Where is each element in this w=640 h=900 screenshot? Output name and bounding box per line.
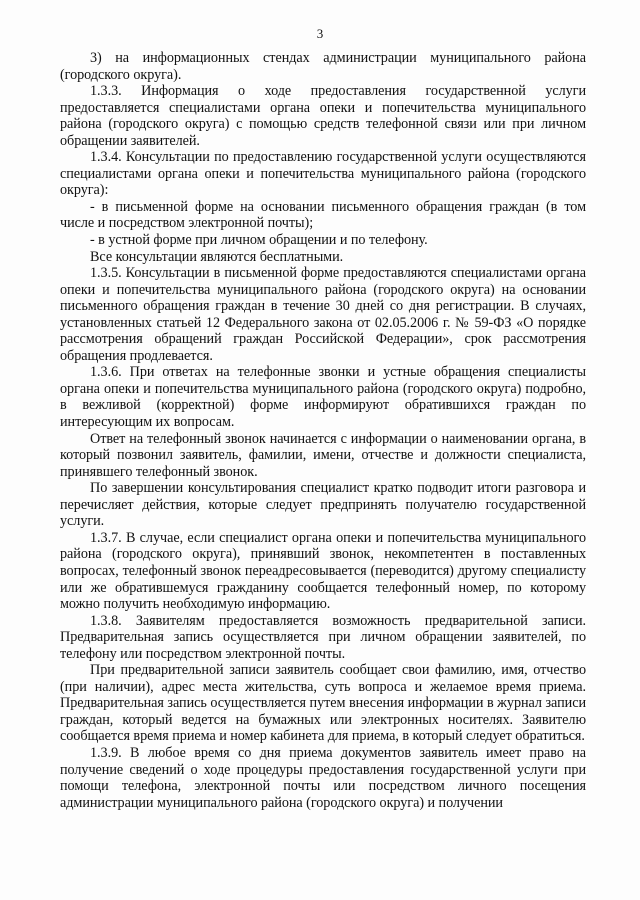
list-item-oral-form: - в устной форме при личном обращении и по телефону. — [90, 232, 428, 249]
paragraph-1-3-3: 1.3.3. Информация о ходе предоставления государственной услуги предоставляется специалистами органа опеки и попечительства муниципального района (городского округа) с помощью средств телефонной связи или при личном обращении заявителей. — [60, 83, 586, 149]
paragraph-pre-registration: При предварительной записи заявитель сообщает свои фамилию, имя, отчество (при наличии), адрес места жительства, суть вопроса и желаемое время приема. Предварительная запись осуществляется путем внесения информации в журнал записи граждан, который ведется на бумажных или электронных носителях. Заявителю сообщается время приема и номер кабинета для приема, в который следует обратиться. — [60, 662, 586, 745]
paragraph-1-3-6: 1.3.6. При ответах на телефонные звонки и устные обращения специалисты органа опеки и попечительства муниципального района (городского округа) подробно, в вежливой (корректной) форме информируют обратившихся граждан по интересующим их вопросам. — [60, 364, 586, 431]
paragraph-1-3-5: 1.3.5. Консультации в письменной форме предоставляются специалистами органа опеки и попечительства муниципального района (городского округа) на основании письменного обращения граждан в течение 30 дней со дня регистрации. В случаях, установленных статьей 12 Федерального закона от 02.05.2006 г. № 59-ФЗ «О порядке рассмотрения обращений граждан Российской Федерации», срок рассмотрения обращения продлевается. — [60, 265, 586, 364]
paragraph-1-3-7: 1.3.7. В случае, если специалист органа опеки и попечительства муниципального района (городского округа), принявший звонок, некомпетентен в поставленных вопросах, телефонный звонок переадресовывается (переводится) другому специалисту или же обратившемуся гражданину сообщается телефонный номер, по которому можно получить необходимую информацию. — [60, 529, 586, 613]
paragraph-consultation-end: По завершении консультирования специалист кратко подводит итоги разговора и перечисляет действия, которые следует предпринять получателю государственной услуги. — [60, 480, 586, 530]
paragraph-stands: 3) на информационных стендах администрации муниципального района (городского округа). — [60, 50, 586, 83]
paragraph-phone-answer: Ответ на телефонный звонок начинается с информации о наименовании органа, в который позвонил заявитель, фамилии, имени, отчестве и должности специалиста, принявшего телефонный звонок. — [60, 430, 586, 480]
document-body — [60, 50, 586, 811]
paragraph-1-3-9: 1.3.9. В любое время со дня приема документов заявитель имеет право на получение сведений о ходе процедуры предоставления государственной услуги при помощи телефона, электронной почты или посредством личного посещения администрации муниципального района (городского округа) и получении — [60, 744, 586, 811]
list-item-written-form: - в письменной форме на основании письменного обращения граждан (в том числе и посредством электронной почты); — [60, 198, 586, 232]
paragraph-1-3-4: 1.3.4. Консультации по предоставлению государственной услуги осуществляются специалистами органа опеки и попечительства муниципального района (городского округа): — [60, 149, 586, 199]
paragraph-free-consultations: Все консультации являются бесплатными. — [90, 248, 344, 265]
page-number: 3 — [316, 26, 324, 41]
paragraph-1-3-8: 1.3.8. Заявителям предоставляется возможность предварительной записи. Предварительная запись осуществляется при личном обращении заявителей, по телефону или посредством электронной почты. — [60, 612, 586, 662]
